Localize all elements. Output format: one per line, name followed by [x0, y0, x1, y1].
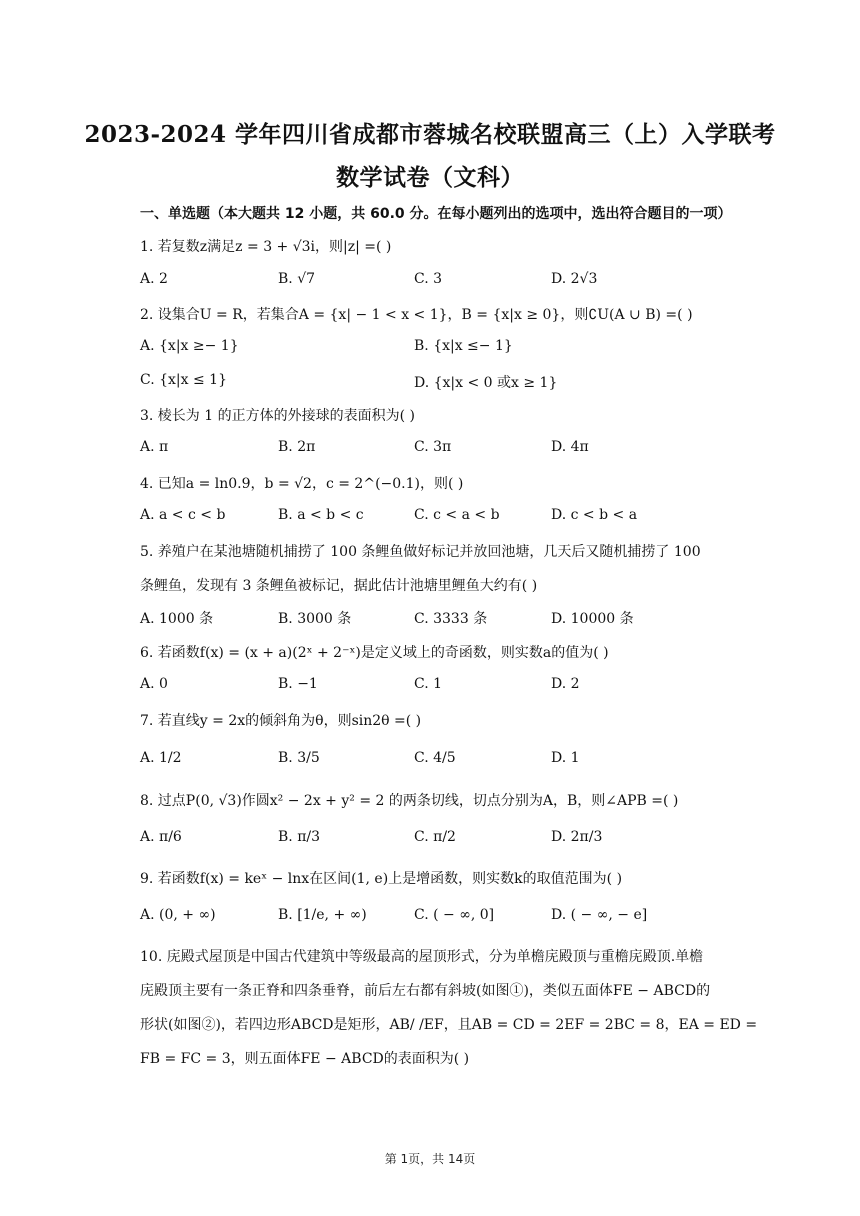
- option-c: C. ( − ∞, 0]: [414, 907, 495, 923]
- option-d: D. 2π/3: [551, 829, 603, 845]
- question-4: 4. 已知a = ln0.9，b = √2，c = 2^(−0.1)，则( ): [140, 476, 464, 492]
- question-9-options: [140, 907, 760, 931]
- option-b: B. 3000 条: [278, 611, 352, 627]
- option-a: A. π: [140, 439, 169, 455]
- exam-title-line1: 2023-2024 学年四川省成都市蓉城名校联盟高三（上）入学联考: [84, 121, 776, 148]
- page-footer: 第 1页，共 14页: [384, 1152, 476, 1166]
- question-3: 3. 棱长为 1 的正方体的外接球的表面积为( ): [140, 408, 415, 424]
- option-a: A. 1/2: [140, 750, 182, 766]
- option-d: D. {x|x < 0 或x ≥ 1}: [414, 375, 558, 391]
- option-c: C. π/2: [414, 829, 456, 845]
- question-2-options-row2: [140, 372, 760, 396]
- option-a: A. 1000 条: [140, 611, 214, 627]
- question-2-options-row1: [140, 338, 760, 362]
- question-8: 8. 过点P(0, √3)作圆x² − 2x + y² = 2 的两条切线，切点分别为A，B，则∠APB =( ): [140, 793, 679, 809]
- exam-title-line2: 数学试卷（文科）: [336, 164, 524, 191]
- option-b: B. π/3: [278, 829, 321, 845]
- question-10-line2: 庑殿顶主要有一条正脊和四条垂脊，前后左右都有斜坡(如图①)，类似五面体FE − ABCD的: [140, 983, 711, 999]
- option-d: D. 4π: [551, 439, 589, 455]
- question-2: 2. 设集合U = R，若集合A = {x| − 1 < x < 1}，B = {x|x ≥ 0}，则∁U(A ∪ B) =( ): [140, 307, 693, 323]
- question-10-line4: FB = FC = 3，则五面体FE − ABCD的表面积为( ): [140, 1051, 470, 1067]
- option-b: B. √7: [278, 271, 316, 287]
- option-d: D. 10000 条: [551, 611, 634, 627]
- option-c: C. 3π: [414, 439, 452, 455]
- option-b: B. [1/e, + ∞): [278, 907, 367, 923]
- option-a: A. a < c < b: [140, 507, 226, 523]
- option-b: B. 3/5: [278, 750, 320, 766]
- option-a: A. (0, + ∞): [140, 907, 216, 923]
- option-d: D. 1: [551, 750, 580, 766]
- option-a: A. π/6: [140, 829, 182, 845]
- option-c: C. 3333 条: [414, 611, 488, 627]
- question-8-options: [140, 829, 760, 853]
- option-c: C. {x|x ≤ 1}: [140, 372, 227, 388]
- option-a: A. 0: [140, 676, 168, 692]
- question-10-line3: 形状(如图②)，若四边形ABCD是矩形，AB/ /EF，且AB = CD = 2EF = 2BC = 8，EA = ED =: [140, 1017, 758, 1033]
- question-1-options: [140, 271, 760, 295]
- option-c: C. 3: [414, 271, 443, 287]
- question-6-options: [140, 676, 760, 700]
- question-7: 7. 若直线y = 2x的倾斜角为θ，则sin2θ =( ): [140, 713, 422, 729]
- option-b: B. {x|x ≤− 1}: [414, 338, 513, 354]
- option-b: B. 2π: [278, 439, 316, 455]
- question-5-options: [140, 608, 760, 632]
- question-5: 5. 养殖户在某池塘随机捕捞了 100 条鲤鱼做好标记并放回池塘，几天后又随机捕捞了 100: [140, 544, 701, 560]
- option-d: D. ( − ∞, − e]: [551, 907, 648, 923]
- section-heading: 一、单选题（本大题共 12 小题，共 60.0 分。在每小题列出的选项中，选出符合题目的一项）: [140, 206, 732, 222]
- question-1: 1. 若复数z满足z = 3 + √3i，则|z| =( ): [140, 239, 392, 255]
- question-5-line2: 条鲤鱼，发现有 3 条鲤鱼被标记，据此估计池塘里鲤鱼大约有( ): [140, 578, 538, 594]
- option-d: D. 2: [551, 676, 580, 692]
- option-c: C. 4/5: [414, 750, 456, 766]
- question-3-options: [140, 439, 760, 463]
- question-7-options: [140, 750, 760, 774]
- question-10: 10. 庑殿式屋顶是中国古代建筑中等级最高的屋顶形式，分为单檐庑殿顶与重檐庑殿顶.单檐: [140, 949, 704, 965]
- option-d: D. c < b < a: [551, 507, 638, 523]
- option-a: A. 2: [140, 271, 168, 287]
- option-c: C. 1: [414, 676, 443, 692]
- question-4-options: [140, 507, 760, 531]
- option-d: D. 2√3: [551, 271, 598, 287]
- option-a: A. {x|x ≥− 1}: [140, 338, 239, 354]
- question-6: 6. 若函数f(x) = (x + a)(2ˣ + 2⁻ˣ)是定义域上的奇函数，则实数a的值为( ): [140, 645, 609, 661]
- option-b: B. a < b < c: [278, 507, 364, 523]
- option-b: B. −1: [278, 676, 318, 692]
- option-c: C. c < a < b: [414, 507, 500, 523]
- question-9: 9. 若函数f(x) = keˣ − lnx在区间(1, e)上是增函数，则实数k的取值范围为( ): [140, 871, 623, 887]
